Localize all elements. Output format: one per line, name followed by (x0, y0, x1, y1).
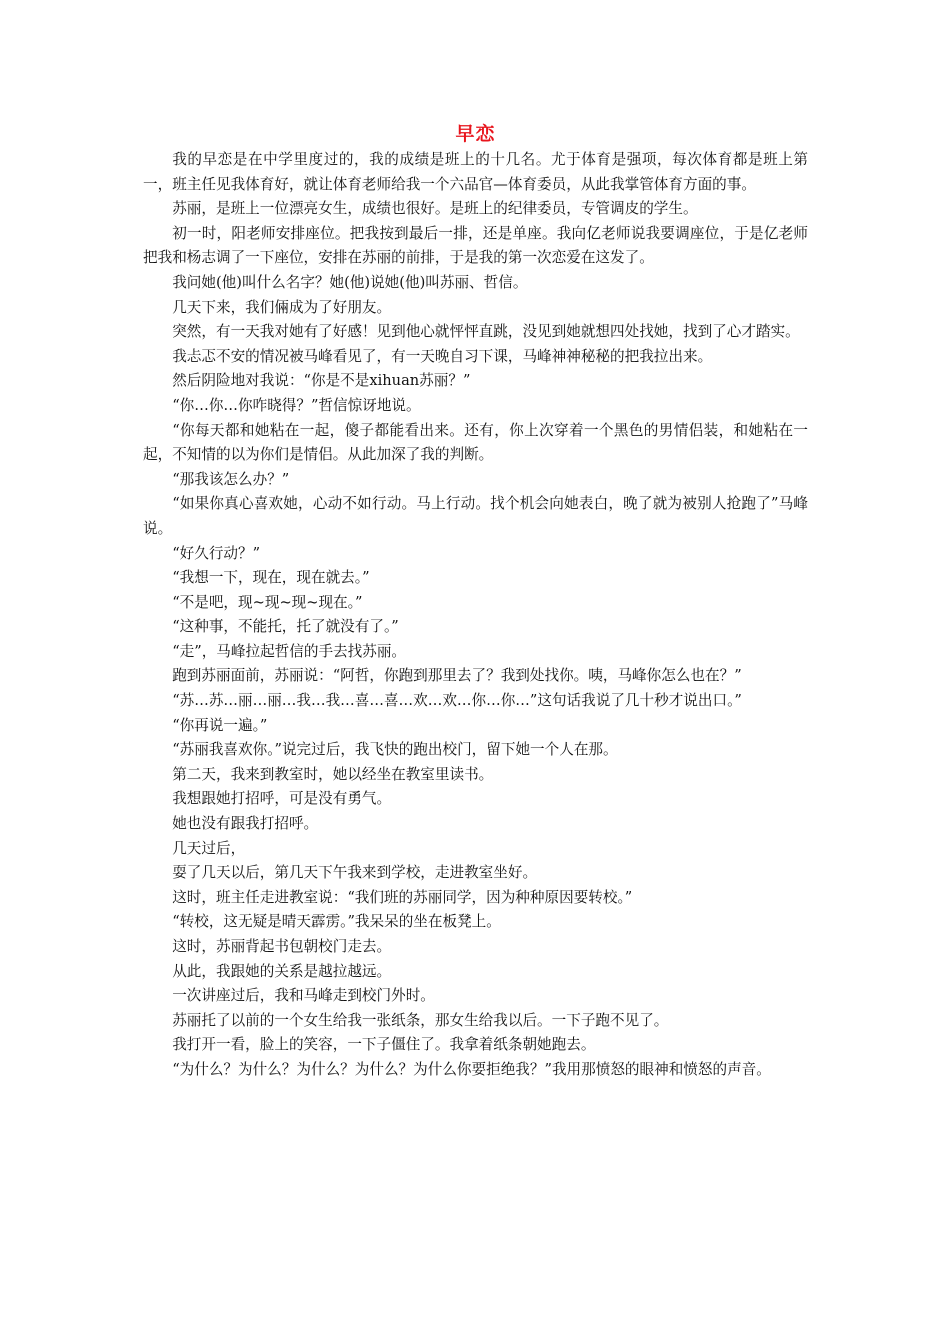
paragraph: 苏丽托了以前的一个女生给我一张纸条，那女生给我以后。一下子跑不见了。 (172, 1011, 669, 1029)
paragraph: 我忐忑不安的情况被马峰看见了，有一天晚自习下课，马峰神神秘秘的把我拉出来。 (172, 347, 713, 365)
paragraph: “如果你真心喜欢她，心动不如行动。马上行动。找个机会向她表白，晚了就为被别人抢跑了”马峰说。 (143, 495, 808, 537)
paragraph: 耍了几天以后，第几天下午我来到学校，走进教室坐好。 (172, 864, 538, 882)
paragraph: 一次讲座过后，我和马峰走到校门外时。 (172, 987, 435, 1005)
paragraph: “好久行动？” (172, 544, 261, 562)
paragraph: “这种事，不能托，托了就没有了。” (172, 618, 399, 636)
paragraph: “你…你…你咋晓得？”哲信惊讶地说。 (172, 396, 421, 414)
document-page (143, 120, 808, 1083)
paragraph: “走”，马峰拉起哲信的手去找苏丽。 (172, 642, 407, 660)
paragraph: 我想跟她打招呼，可是没有勇气。 (172, 790, 392, 808)
paragraph: 苏丽，是班上一位漂亮女生，成绩也很好。是班上的纪律委员，专管调皮的学生。 (172, 200, 698, 218)
document-title: 早恋 (455, 123, 496, 145)
paragraph: 我问她(他)叫什么名字？她(他)说她(他)叫苏丽、哲信。 (172, 273, 528, 291)
paragraph: 然后阴险地对我说：“你是不是xihuan苏丽？” (172, 372, 471, 390)
paragraph: 这时，苏丽背起书包朝校门走去。 (172, 938, 392, 955)
paragraph: 我的早恋是在中学里度过的，我的成绩是班上的十几名。尤于体育是强项，每次体育都是班上第一，班主任见我体育好，就让体育老师给我一个六品官—体育委员，从此我掌管体育方面的事。 (143, 151, 808, 193)
paragraph: “转校，这无疑是晴天霹雳。”我呆呆的坐在板凳上。 (172, 913, 501, 931)
paragraph: “苏…苏…丽…丽…我…我…喜…喜…欢…欢…你…你…”这句话我说了几十秒才说出口。” (172, 692, 742, 710)
paragraph: 第二天，我来到教室时，她以经坐在教室里读书。 (172, 765, 494, 783)
paragraph: 这时，班主任走进教室说：“我们班的苏丽同学，因为种种原因要转校。” (172, 888, 633, 906)
paragraph: 初一时，阳老师安排座位。把我按到最后一排，还是单座。我向亿老师说我要调座位，于是亿老师把我和杨志调了一下座位，安排在苏丽的前排，于是我的第一次恋爱在这发了。 (143, 224, 808, 267)
paragraph: “不是吧，现~现~现~现在。” (172, 593, 363, 611)
paragraph: 几天下来，我们倆成为了好朋友。 (172, 298, 392, 316)
paragraph: 她也没有跟我打招呼。 (172, 815, 319, 833)
paragraph: 跑到苏丽面前，苏丽说：“阿哲，你跑到那里去了？我到处找你。咦，马峰你怎么也在？” (172, 667, 742, 685)
document-body (143, 148, 808, 1083)
paragraph: “苏丽我喜欢你。”说完过后，我飞快的跑出校门，留下她一个人在那。 (172, 741, 618, 759)
paragraph: 从此，我跟她的关系是越拉越远。 (172, 962, 392, 980)
paragraph: “那我该怎么办？” (172, 470, 290, 488)
paragraph: “你再说一遍。” (172, 716, 268, 734)
paragraph: 几天过后， (172, 839, 246, 857)
paragraph: “你每天都和她粘在一起，傻子都能看出来。还有，你上次穿着一个黑色的男情侣装，和她粘在一起，不知情的以为你们是情侣。从此加深了我的判断。 (143, 421, 808, 464)
paragraph: 我打开一看，脸上的笑容，一下子僵住了。我拿着纸条朝她跑去。 (172, 1036, 596, 1054)
paragraph: “为什么？为什么？为什么？为什么？为什么你要拒绝我？”我用那愤怒的眼神和愤怒的声音。 (172, 1060, 771, 1078)
paragraph: “我想一下，现在，现在就去。” (172, 569, 370, 587)
paragraph: 突然，有一天我对她有了好感！见到他心就怦怦直跳，没见到她就想四处找她，找到了心才踏实。 (172, 323, 800, 341)
